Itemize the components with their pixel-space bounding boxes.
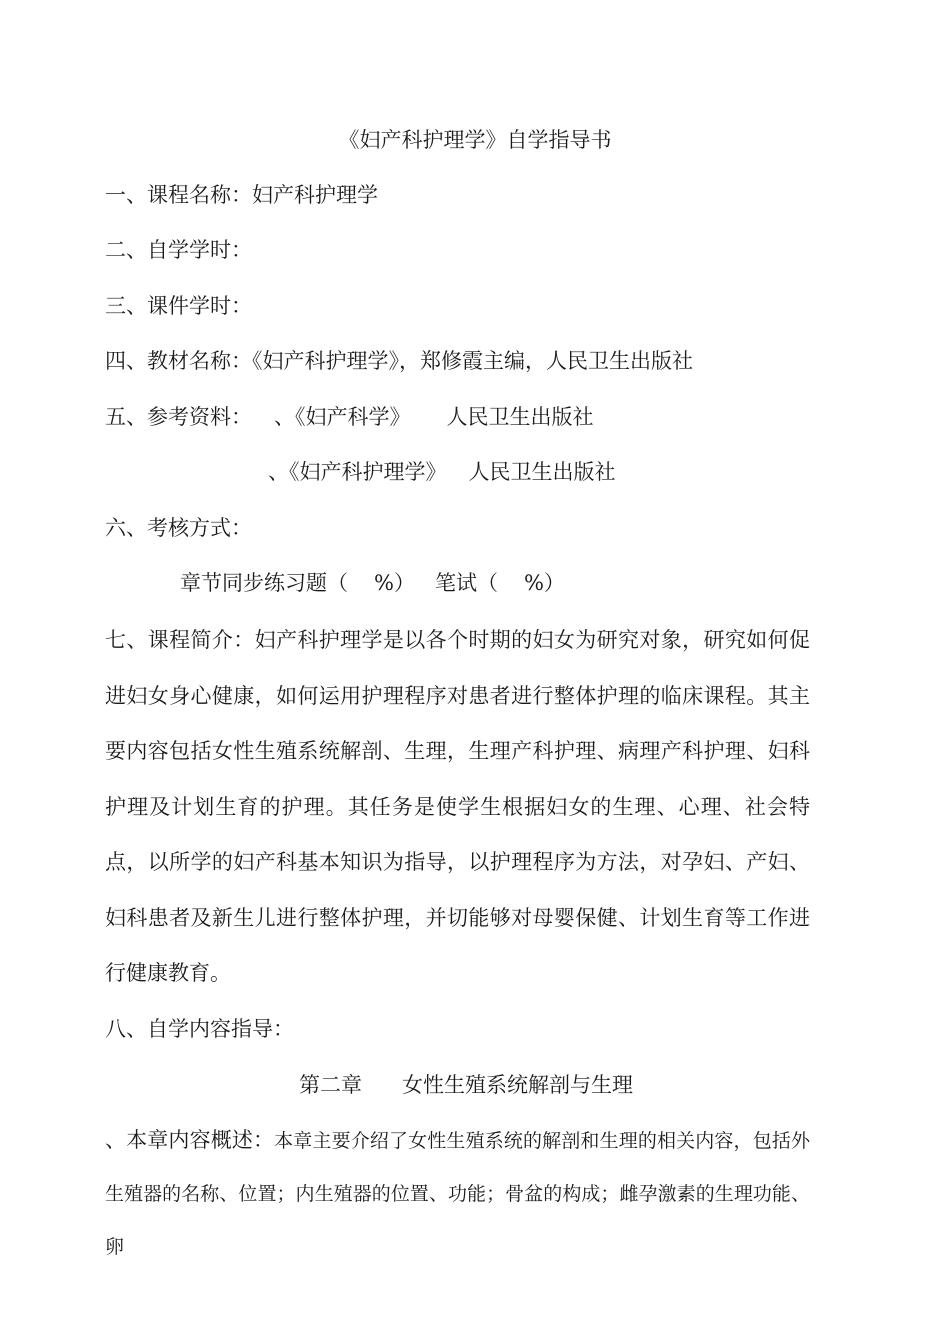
reference-2-title: 、《妇产科护理学》	[268, 460, 447, 484]
reference-1-title: 、《妇产科学》	[274, 405, 411, 429]
reference-1-publisher: 人民卫生出版社	[446, 405, 594, 429]
chapter-number: 第二章	[299, 1073, 362, 1097]
document-title: 《妇产科护理学》自学指导书	[338, 128, 612, 152]
assessment-detail-line	[180, 569, 565, 597]
assessment-exam: 笔试（	[434, 571, 498, 595]
assessment-exercise-pct: %）	[374, 571, 415, 595]
course-name-line: 一、课程名称：妇产科护理学	[105, 183, 378, 207]
chapter-heading	[0, 1071, 932, 1099]
reference-2-line	[268, 458, 616, 486]
course-intro-paragraph: 七、课程简介：妇产科护理学是以各个时期的妇女为研究对象，研究如何促进妇女身心健康，如何运用护理程序对患者进行整体护理的临床课程。其主要内容包括女性生殖系统解剖、生理，生理产科护理、病理产科护理、妇科护理及计划生育的护理。其任务是使学生根据妇女的生理、心理、社会特点，以所学的妇产科基本知识为指导，以护理程序为方法，对孕妇、产妇、妇科患者及新生儿进行整体护理，并切能够对母婴保健、计划生育等工作进行健康教育。	[105, 628, 810, 985]
references-line	[105, 403, 594, 431]
assessment-exercise: 章节同步练习题（	[180, 571, 348, 595]
overview-lead: 、本章内容概述：	[105, 1128, 275, 1152]
guidance-line: 八、自学内容指导：	[105, 1017, 294, 1041]
courseware-hours-line: 三、课件学时：	[105, 294, 252, 318]
reference-2-publisher: 人民卫生出版社	[468, 460, 616, 484]
references-label: 五、参考资料：	[105, 405, 252, 429]
chapter-overview-paragraph	[105, 1114, 810, 1274]
textbook-line: 四、教材名称：《妇产科护理学》，郑修霞主编，人民卫生出版社	[105, 349, 693, 373]
assessment-line: 六、考核方式：	[105, 516, 252, 540]
chapter-name: 女性生殖系统解剖与生理	[402, 1073, 633, 1097]
overview-text: 本章主要介绍了女性生殖系统的解剖和生理的相关内容，包括外生殖器的名称、位置；内生殖器的位置、功能；骨盆的构成；雌孕激素的生理功能、卵	[105, 1130, 810, 1258]
self-study-hours-line: 二、自学学时：	[105, 238, 252, 262]
assessment-exam-pct: %）	[523, 571, 565, 595]
